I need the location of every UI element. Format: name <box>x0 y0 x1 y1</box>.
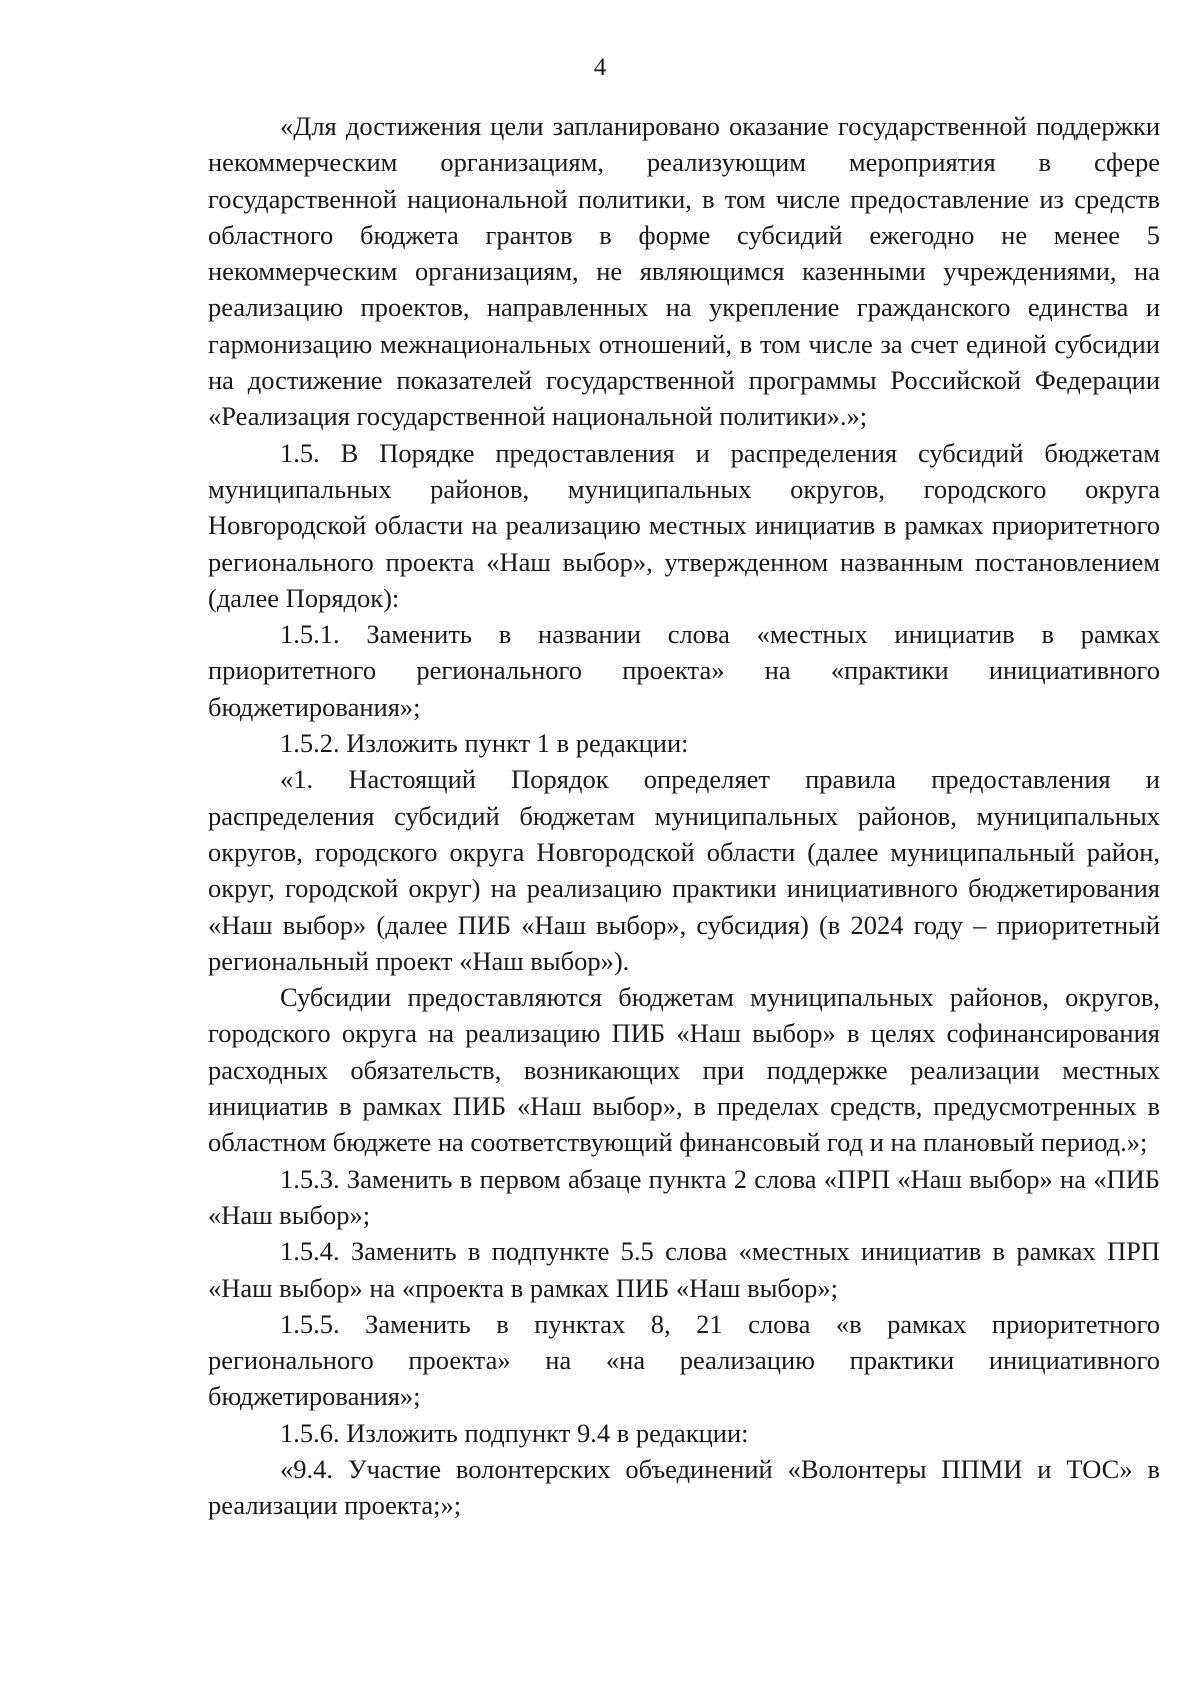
paragraph-1-5: 1.5. В Порядке предоставления и распределения субсидий бюджетам муниципальных районов, муниципальных округов, городского округа Новгородской области на реализацию местных инициатив в рамках приоритетного регионального проекта «Наш выбор», утвержденном названным постановлением (далее Порядок): <box>208 437 1160 613</box>
paragraph-1-5-1: 1.5.1. Заменить в названии слова «местных инициатив в рамках приоритетного регионального проекта» на «практики инициативного бюджетирования»; <box>208 619 1160 722</box>
paragraph-1-5-5: 1.5.5. Заменить в пунктах 8, 21 слова «в рамках приоритетного регионального проекта» на «на реализацию практики инициативного бюджетирования»; <box>208 1308 1160 1412</box>
paragraph-1-5-6: 1.5.6. Изложить подпункт 9.4 в редакции: <box>280 1417 749 1448</box>
paragraph-subsidies: Субсидии предоставляются бюджетам муниципальных районов, округов, городского округа на реализацию ПИБ «Наш выбор» в целях софинансирования расходных обязательств, возникающих при поддержке реализации местных инициатив в рамках ПИБ «Наш выбор», в пределах средств, предусмотренных в областном бюджете на соответствующий финансовый год и на плановый период.»; <box>208 982 1160 1158</box>
paragraph-1-5-2: 1.5.2. Изложить пункт 1 в редакции: <box>280 728 689 759</box>
paragraph-1-5-4: 1.5.4. Заменить в подпункте 5.5 слова «местных инициатив в рамках ПРП «Наш выбор» на «проекта в рамках ПИБ «Наш выбор»; <box>208 1236 1160 1303</box>
document-body <box>208 108 1160 1524</box>
paragraph-point-1-quote: «1. Настоящий Порядок определяет правила предоставления и распределения субсидий бюджетам муниципальных районов, муниципальных округов, городского округа Новгородской области (далее муниципальный район, округ, городской округ) на реализацию практики инициативного бюджетирования «Наш выбор» (далее ПИБ «Наш выбор», субсидия) (в 2024 году – приоритетный региональный проект «Наш выбор»). <box>208 764 1160 976</box>
paragraph-goal-quote: «Для достижения цели запланировано оказание государственной поддержки некоммерческим организациям, реализующим мероприятия в сфере государственной национальной политики, в том числе предоставление из средств областного бюджета грантов в форме субсидий ежегодно не менее 5 некоммерческим организациям, не являющимся казенными учреждениями, на реализацию проектов, направленных на укрепление гражданского единства и гармонизацию межнациональных отношений, в том числе за счет единой субсидии на достижение показателей государственной программы Российской Федерации «Реализация государственной национальной политики».»; <box>208 111 1160 432</box>
paragraph-1-5-3: 1.5.3. Заменить в первом абзаце пункта 2 слова «ПРП «Наш выбор» на «ПИБ «Наш выбор»; <box>208 1163 1160 1230</box>
page-number: 4 <box>593 54 607 81</box>
paragraph-9-4-quote: «9.4. Участие волонтерских объединений «Волонтеры ППМИ и ТОС» в реализации проекта;»; <box>208 1453 1160 1521</box>
